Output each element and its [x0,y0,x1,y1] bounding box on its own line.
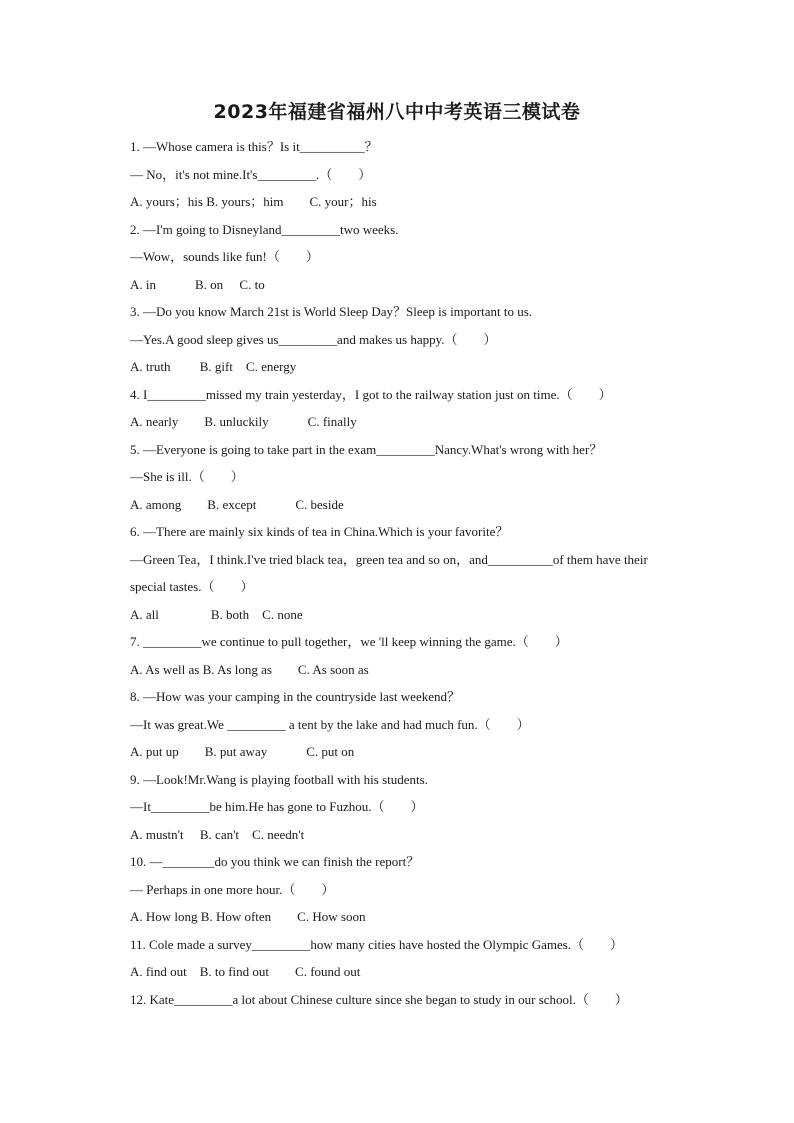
text-line: 5. —Everyone is going to take part in the exam_________Nancy.What's wrong with her？ [130,441,603,457]
text-line: 7. _________we continue to pull together，we 'll keep winning the game.（ ） [130,634,568,649]
text-line: A. As well as B. As long as C. As soon as [130,661,369,677]
text-line: A. truth B. gift C. energy [130,359,297,374]
text-line: —She is ill.（ ） [130,469,244,484]
text-line: A. yours；his B. yours；him C. your；his [130,194,377,209]
text-line: — Perhaps in one more hour.（ ） [130,881,335,897]
text-line: A. find out B. to find out C. found out [130,964,361,979]
text-line: 4. I_________missed my train yesterday，I got to the railway station just on time.（ ） [130,386,612,402]
text-line: A. among B. except C. beside [130,496,344,512]
text-line: A. nearly B. unluckily C. finally [130,414,357,429]
text-line: —It was great.We _________ a tent by the lake and had much fun.（ ） [130,716,530,732]
page-title: 2023年福建省福州八中中考英语三模试卷 [213,101,581,123]
text-line: 12. Kate_________a lot about Chinese culture since she began to study in our school.（ ） [130,991,628,1007]
text-line: 3. —Do you know March 21st is World Sleep Day？Sleep is important to us. [130,304,533,319]
text-line: 8. —How was your camping in the countryside last weekend？ [130,689,460,704]
text-line: —It_________be him.He has gone to Fuzhou.（ ） [130,799,424,814]
text-line: A. mustn't B. can't C. needn't [130,826,305,842]
text-line: A. How long B. How often C. How soon [130,909,366,924]
text-line: A. in B. on C. to [130,276,265,292]
text-line: — No，it's not mine.It's_________.（ ） [130,166,372,182]
text-line: A. put up B. put away C. put on [130,744,355,759]
text-line: 9. —Look!Mr.Wang is playing football with his students. [130,771,428,787]
text-line: 11. Cole made a survey_________how many cities have hosted the Olympic Games.（ ） [130,936,624,952]
text-line: 6. —There are mainly six kinds of tea in China.Which is your favorite？ [130,524,509,539]
text-line: 1. —Whose camera is this？Is it__________？ [130,139,378,154]
text-line: 2. —I'm going to Disneyland_________two weeks. [130,221,399,237]
text-line: A. all B. both C. none [130,606,303,622]
text-line: —Yes.A good sleep gives us_________and makes us happy.（ ） [130,331,497,347]
text-line: special tastes.（ ） [130,579,254,594]
text-line: —Green Tea，I think.I've tried black tea，green tea and so on，and__________of them have their [130,551,648,567]
text-line: —Wow，sounds like fun!（ ） [130,249,319,264]
text-line: 10. —________do you think we can finish the report？ [130,854,420,869]
